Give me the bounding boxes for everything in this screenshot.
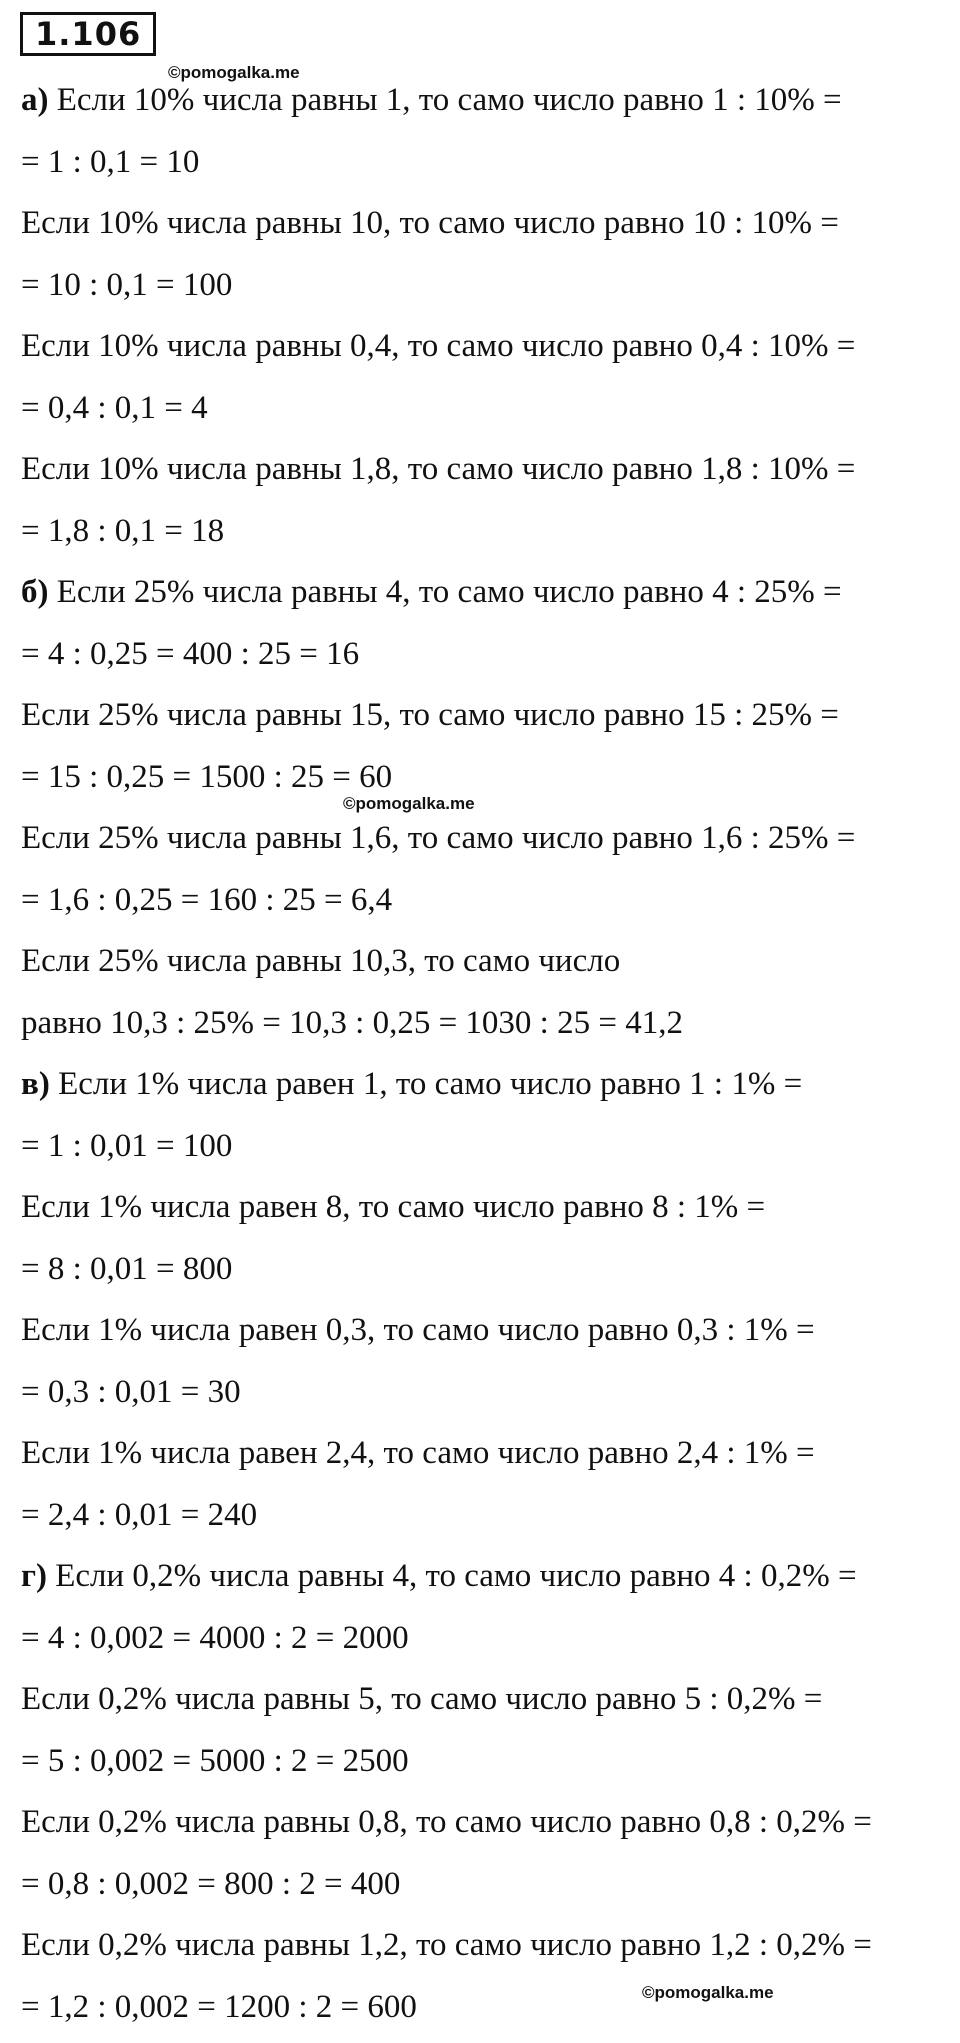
solution-line [21,562,941,624]
solution-line [21,1669,941,1731]
solution-line [21,993,941,1055]
line-text: = 0,4 : 0,1 = 4 [21,389,208,426]
solution-line [21,1792,941,1854]
solution-line [21,1423,941,1485]
line-text: Если 25% числа равны 10,3, то само число [21,943,621,979]
line-text: = 10 : 0,1 = 100 [21,266,233,303]
line-text: = 4 : 0,25 = 400 : 25 = 16 [21,635,360,672]
solution-line [21,931,941,993]
exercise-number: 1.106 [20,12,156,56]
solution-line [21,747,941,809]
solution-line [21,1239,941,1301]
line-text: Если 1% числа равен 8, то само число равно 8 : 1% = [21,1189,766,1225]
line-text: Если 0,2% числа равны 5, то само число равно 5 : 0,2% = [21,1681,823,1717]
line-text: Если 1% числа равен 1, то само число равно 1 : 1% = [49,1066,803,1102]
line-text: = 4 : 0,002 = 4000 : 2 = 2000 [21,1619,409,1656]
solution-line [21,1977,941,2039]
line-text: = 1,8 : 0,1 = 18 [21,512,225,549]
line-text: Если 1% числа равен 0,3, то само число равно 0,3 : 1% = [21,1312,815,1348]
solution-line [21,1362,941,1424]
line-text: Если 25% числа равны 4, то само число равно 4 : 25% = [48,574,842,610]
solution-body [21,70,941,2038]
line-text: Если 10% числа равны 1,8, то само число равно 1,8 : 10% = [21,451,856,487]
solution-line [21,439,941,501]
solution-line [21,1177,941,1239]
line-text: Если 1% числа равен 2,4, то само число равно 2,4 : 1% = [21,1435,815,1471]
solution-line [21,501,941,563]
solution-line [21,378,941,440]
solution-line [21,193,941,255]
line-text: = 8 : 0,01 = 800 [21,1250,233,1287]
line-text: = 15 : 0,25 = 1500 : 25 = 60 [21,758,393,795]
part-label: б) [21,574,49,610]
line-text: = 0,3 : 0,01 = 30 [21,1373,241,1410]
solution-line [21,1300,941,1362]
part-label: а) [21,82,49,118]
solution-line [21,870,941,932]
solution-line [21,808,941,870]
line-text: = 2,4 : 0,01 = 240 [21,1496,258,1533]
solution-line [21,1054,941,1116]
part-label: г) [21,1558,47,1594]
solution-line [21,255,941,317]
line-text: = 1,2 : 0,002 = 1200 : 2 = 600 [21,1988,417,2025]
line-text: Если 10% числа равны 10, то само число равно 10 : 10% = [21,205,839,241]
watermark: ©pomogalka.me [343,794,475,813]
solution-line [21,685,941,747]
solution-line [21,132,941,194]
line-text: Если 0,2% числа равны 4, то само число равно 4 : 0,2% = [46,1558,857,1594]
line-text: = 5 : 0,002 = 5000 : 2 = 2500 [21,1742,409,1779]
solution-line [21,1546,941,1608]
solution-line [21,1854,941,1916]
line-text: Если 10% числа равны 0,4, то само число равно 0,4 : 10% = [21,328,856,364]
line-text: Если 25% числа равны 1,6, то само число равно 1,6 : 25% = [21,820,856,856]
solution-line [21,1915,941,1977]
line-text: Если 0,2% числа равны 1,2, то само число равно 1,2 : 0,2% = [21,1927,872,1963]
line-text: = 1,6 : 0,25 = 160 : 25 = 6,4 [21,881,393,918]
solution-line [21,1731,941,1793]
part-label: в) [21,1066,50,1102]
solution-line [21,316,941,378]
watermark: ©pomogalka.me [642,1983,774,2002]
line-text: равно 10,3 : 25% = 10,3 : 0,25 = 1030 : 25 = 41,2 [21,1004,683,1041]
solution-line [21,624,941,686]
solution-line [21,1116,941,1178]
line-text: = 0,8 : 0,002 = 800 : 2 = 400 [21,1865,401,1902]
line-text: = 1 : 0,01 = 100 [21,1127,233,1164]
line-text: = 1 : 0,1 = 10 [21,143,200,180]
line-text: Если 10% числа равны 1, то само число равно 1 : 10% = [48,82,842,118]
line-text: Если 0,2% числа равны 0,8, то само число равно 0,8 : 0,2% = [21,1804,872,1840]
line-text: Если 25% числа равны 15, то само число равно 15 : 25% = [21,697,839,733]
solution-line [21,70,941,132]
solution-line [21,1608,941,1670]
watermark: ©pomogalka.me [168,63,300,82]
solution-line [21,1485,941,1547]
